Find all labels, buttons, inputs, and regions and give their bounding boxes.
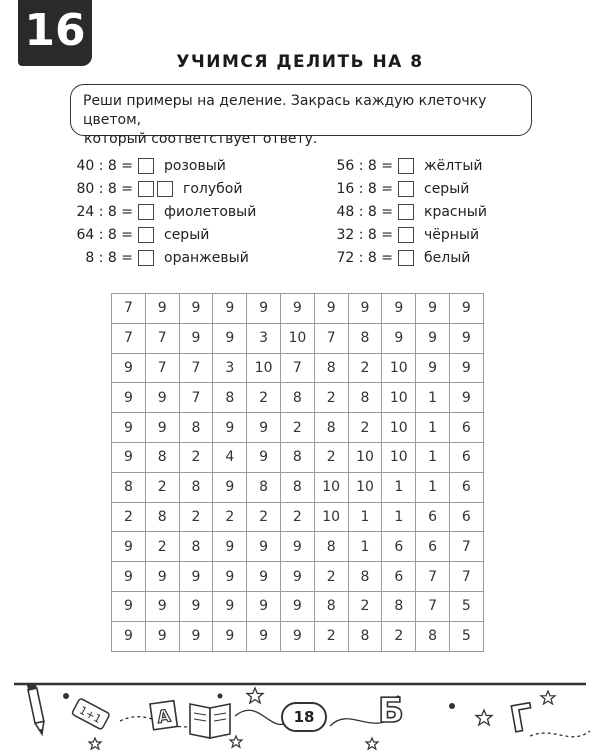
answer-box[interactable]	[398, 250, 414, 266]
grid-cell[interactable]: 3	[213, 353, 247, 383]
grid-cell[interactable]: 3	[247, 323, 281, 353]
grid-cell[interactable]: 9	[179, 591, 213, 621]
grid-cell[interactable]: 1	[416, 413, 450, 443]
star-icon	[476, 710, 492, 725]
star-icon	[247, 688, 263, 703]
answer-box[interactable]	[398, 227, 414, 243]
letter-block-a	[150, 701, 177, 730]
decor-dot	[218, 694, 223, 699]
grid-cell[interactable]: 9	[213, 323, 247, 353]
grid-cell[interactable]: 8	[112, 472, 146, 502]
grid-cell[interactable]: 2	[213, 502, 247, 532]
grid-cell[interactable]: 9	[213, 562, 247, 592]
grid-cell[interactable]: 8	[348, 383, 382, 413]
color-label: красный	[424, 203, 487, 220]
grid-row	[112, 502, 484, 532]
grid-cell[interactable]: 9	[213, 591, 247, 621]
answer-box[interactable]	[138, 227, 154, 243]
grid-cell[interactable]: 10	[382, 383, 416, 413]
book-icon	[190, 704, 230, 738]
grid-cell[interactable]: 8	[145, 442, 179, 472]
grid-cell[interactable]: 2	[314, 562, 348, 592]
equation-row	[58, 177, 256, 200]
grid-cell[interactable]: 9	[145, 294, 179, 324]
grid-cell[interactable]: 7	[416, 591, 450, 621]
grid-row	[112, 323, 484, 353]
grid-cell[interactable]: 9	[348, 294, 382, 324]
grid-cell[interactable]: 7	[112, 323, 146, 353]
color-label: серый	[424, 180, 470, 197]
equation-row	[58, 246, 256, 269]
letter-g: Г	[507, 696, 537, 742]
grid-cell[interactable]: 9	[112, 413, 146, 443]
grid-cell[interactable]: 8	[179, 472, 213, 502]
letter-a: А	[156, 706, 172, 729]
grid-cell[interactable]: 9	[314, 294, 348, 324]
color-label: чёрный	[424, 226, 480, 243]
grid-row	[112, 532, 484, 562]
grid-cell[interactable]: 8	[179, 532, 213, 562]
equation-expression: 72 : 8 =	[336, 249, 393, 266]
grid-cell[interactable]: 8	[416, 621, 450, 651]
answer-box[interactable]	[138, 250, 154, 266]
grid-cell[interactable]: 1	[416, 472, 450, 502]
star-icon	[230, 736, 242, 747]
grid-cell[interactable]: 2	[314, 621, 348, 651]
grid-row	[112, 294, 484, 324]
answer-box[interactable]	[138, 204, 154, 220]
grid-cell[interactable]: 9	[112, 562, 146, 592]
grid-cell[interactable]: 9	[213, 413, 247, 443]
grid-row	[112, 353, 484, 383]
grid-cell[interactable]: 9	[416, 294, 450, 324]
grid-cell[interactable]: 9	[382, 294, 416, 324]
grid-cell[interactable]: 2	[145, 472, 179, 502]
grid-cell[interactable]: 9	[416, 353, 450, 383]
grid-cell[interactable]: 2	[382, 621, 416, 651]
equation-row	[318, 177, 487, 200]
grid-cell[interactable]: 9	[247, 621, 281, 651]
answer-box[interactable]	[398, 204, 414, 220]
task-instructions-box	[70, 84, 532, 147]
grid-cell[interactable]: 2	[179, 442, 213, 472]
grid-cell[interactable]: 6	[416, 532, 450, 562]
grid-cell[interactable]: 1	[348, 532, 382, 562]
equation-expression: 64 : 8 =	[76, 226, 133, 243]
grid-row	[112, 413, 484, 443]
letter-b: Б	[378, 691, 404, 731]
grid-row	[112, 472, 484, 502]
grid-cell[interactable]: 9	[112, 442, 146, 472]
star-icon	[366, 738, 378, 749]
equation-row	[318, 223, 487, 246]
grid-cell[interactable]: 2	[145, 532, 179, 562]
grid-cell[interactable]: 7	[314, 323, 348, 353]
grid-cell[interactable]: 9	[213, 532, 247, 562]
grid-cell[interactable]: 7	[179, 353, 213, 383]
grid-cell[interactable]: 9	[449, 294, 483, 324]
grid-cell[interactable]: 2	[348, 353, 382, 383]
grid-cell[interactable]: 9	[179, 323, 213, 353]
grid-cell[interactable]: 9	[145, 383, 179, 413]
grid-cell[interactable]: 9	[449, 323, 483, 353]
equation-expression: 32 : 8 =	[336, 226, 393, 243]
grid-cell[interactable]: 5	[449, 591, 483, 621]
color-label: белый	[424, 249, 471, 266]
grid-cell[interactable]: 9	[112, 353, 146, 383]
grid-cell[interactable]: 8	[213, 383, 247, 413]
coloring-grid	[111, 293, 484, 652]
answer-box[interactable]	[138, 181, 154, 197]
grid-cell[interactable]: 9	[416, 323, 450, 353]
grid-cell[interactable]: 7	[179, 383, 213, 413]
color-label: серый	[164, 226, 210, 243]
grid-cell[interactable]: 1	[348, 502, 382, 532]
decor-dot	[449, 703, 455, 709]
grid-cell[interactable]: 9	[247, 294, 281, 324]
task-line-1: Реши примеры на деление. Закрась каждую клеточку цветом,	[83, 93, 487, 128]
grid-cell[interactable]: 4	[213, 442, 247, 472]
grid-cell[interactable]: 8	[314, 413, 348, 443]
equation-row	[318, 154, 487, 177]
grid-cell[interactable]: 9	[247, 442, 281, 472]
answer-box[interactable]	[138, 158, 154, 174]
grid-cell[interactable]: 9	[280, 294, 314, 324]
equation-row	[58, 200, 256, 223]
grid-cell[interactable]: 6	[449, 502, 483, 532]
equation-expression: 48 : 8 =	[336, 203, 393, 220]
grid-cell[interactable]: 8	[314, 532, 348, 562]
grid-cell[interactable]: 6	[382, 562, 416, 592]
grid-cell[interactable]: 2	[348, 413, 382, 443]
grid-cell[interactable]: 8	[280, 383, 314, 413]
grid-cell[interactable]: 10	[280, 323, 314, 353]
grid-cell[interactable]: 10	[348, 442, 382, 472]
equation-expression: 40 : 8 =	[76, 157, 133, 174]
grid-cell[interactable]: 8	[280, 442, 314, 472]
equation-expression: 56 : 8 =	[336, 157, 393, 174]
grid-cell[interactable]: 2	[280, 502, 314, 532]
grid-cell[interactable]: 9	[179, 621, 213, 651]
grid-cell[interactable]: 10	[348, 472, 382, 502]
grid-cell[interactable]: 9	[145, 562, 179, 592]
equation-row	[318, 246, 487, 269]
grid-cell[interactable]: 9	[280, 591, 314, 621]
grid-cell[interactable]: 8	[348, 562, 382, 592]
grid-cell[interactable]: 9	[247, 413, 281, 443]
decor-dot	[63, 693, 69, 699]
grid-cell[interactable]: 2	[280, 413, 314, 443]
grid-cell[interactable]: 9	[145, 621, 179, 651]
grid-cell[interactable]: 5	[449, 621, 483, 651]
math-tag-icon	[72, 698, 110, 730]
color-label: фиолетовый	[164, 203, 257, 220]
grid-cell[interactable]: 7	[112, 294, 146, 324]
grid-cell[interactable]: 9	[280, 562, 314, 592]
color-label: голубой	[183, 180, 243, 197]
grid-cell[interactable]: 1	[416, 442, 450, 472]
grid-cell[interactable]: 9	[179, 294, 213, 324]
task-line-2: который соответствует ответу.	[84, 131, 318, 147]
grid-cell[interactable]: 9	[247, 591, 281, 621]
grid-cell[interactable]: 1	[382, 472, 416, 502]
lesson-number-badge: 16	[18, 0, 92, 66]
grid-cell[interactable]: 8	[145, 502, 179, 532]
grid-cell[interactable]: 9	[112, 621, 146, 651]
grid-cell[interactable]: 2	[247, 502, 281, 532]
grid-row	[112, 621, 484, 651]
equation-expression: 16 : 8 =	[336, 180, 393, 197]
equation-row	[58, 154, 256, 177]
grid-cell[interactable]: 6	[449, 442, 483, 472]
grid-cell[interactable]: 9	[179, 562, 213, 592]
grid-cell[interactable]: 10	[382, 413, 416, 443]
grid-cell[interactable]: 1	[416, 383, 450, 413]
equations-left-column	[58, 154, 256, 269]
grid-cell[interactable]: 8	[348, 621, 382, 651]
grid-cell[interactable]: 6	[382, 532, 416, 562]
grid-cell[interactable]: 9	[213, 294, 247, 324]
equation-expression: 80 : 8 =	[76, 180, 133, 197]
grid-cell[interactable]: 9	[112, 532, 146, 562]
page-number: 18	[281, 702, 327, 732]
grid-cell[interactable]: 7	[416, 562, 450, 592]
grid-cell[interactable]: 10	[314, 472, 348, 502]
color-label: жёлтый	[424, 157, 483, 174]
grid-cell[interactable]: 9	[449, 353, 483, 383]
equation-row	[58, 223, 256, 246]
grid-cell[interactable]: 7	[449, 562, 483, 592]
grid-cell[interactable]: 9	[112, 383, 146, 413]
grid-cell[interactable]: 8	[280, 472, 314, 502]
grid-row	[112, 383, 484, 413]
grid-cell[interactable]: 2	[112, 502, 146, 532]
grid-cell[interactable]: 8	[314, 353, 348, 383]
answer-box-second-digit[interactable]	[157, 181, 173, 197]
grid-cell[interactable]: 10	[382, 353, 416, 383]
grid-cell[interactable]: 6	[449, 472, 483, 502]
star-icon	[541, 691, 555, 704]
grid-cell[interactable]: 2	[314, 383, 348, 413]
equation-row	[318, 200, 487, 223]
grid-cell[interactable]: 8	[348, 323, 382, 353]
grid-cell[interactable]: 9	[112, 591, 146, 621]
grid-cell[interactable]: 2	[314, 442, 348, 472]
page-title: УЧИМСЯ ДЕЛИТЬ НА 8	[176, 52, 424, 72]
grid-row	[112, 442, 484, 472]
answer-box[interactable]	[398, 181, 414, 197]
grid-row	[112, 591, 484, 621]
grid-cell[interactable]: 10	[382, 442, 416, 472]
grid-cell[interactable]: 8	[314, 591, 348, 621]
grid-cell[interactable]: 8	[382, 591, 416, 621]
grid-cell[interactable]: 6	[416, 502, 450, 532]
equations-right-column	[318, 154, 487, 269]
grid-cell[interactable]: 9	[145, 413, 179, 443]
decor-dashed-curve	[530, 731, 590, 737]
grid-cell[interactable]: 9	[213, 621, 247, 651]
equation-expression: 8 : 8 =	[85, 249, 133, 266]
grid-cell[interactable]: 9	[382, 323, 416, 353]
grid-row	[112, 562, 484, 592]
grid-cell[interactable]: 2	[348, 591, 382, 621]
grid-cell[interactable]: 9	[145, 591, 179, 621]
grid-cell[interactable]: 9	[213, 472, 247, 502]
grid-cell[interactable]: 9	[280, 532, 314, 562]
answer-box[interactable]	[398, 158, 414, 174]
grid-cell[interactable]: 8	[179, 413, 213, 443]
grid-cell[interactable]: 6	[449, 413, 483, 443]
grid-cell[interactable]: 7	[449, 532, 483, 562]
grid-cell[interactable]: 9	[247, 532, 281, 562]
grid-cell[interactable]: 9	[449, 383, 483, 413]
grid-cell[interactable]: 7	[280, 353, 314, 383]
grid-cell[interactable]: 7	[145, 323, 179, 353]
grid-cell[interactable]: 9	[247, 562, 281, 592]
equation-expression: 24 : 8 =	[76, 203, 133, 220]
star-icon	[89, 738, 101, 749]
color-label: оранжевый	[164, 249, 249, 266]
math-tag-text: 1+1	[77, 703, 104, 726]
grid-cell[interactable]: 10	[314, 502, 348, 532]
grid-cell[interactable]: 2	[179, 502, 213, 532]
grid-cell[interactable]: 1	[382, 502, 416, 532]
color-label: розовый	[164, 157, 226, 174]
grid-cell[interactable]: 2	[247, 383, 281, 413]
grid-cell[interactable]: 10	[247, 353, 281, 383]
grid-cell[interactable]: 9	[280, 621, 314, 651]
pencil-icon	[27, 683, 46, 735]
grid-cell[interactable]: 8	[247, 472, 281, 502]
grid-cell[interactable]: 7	[145, 353, 179, 383]
